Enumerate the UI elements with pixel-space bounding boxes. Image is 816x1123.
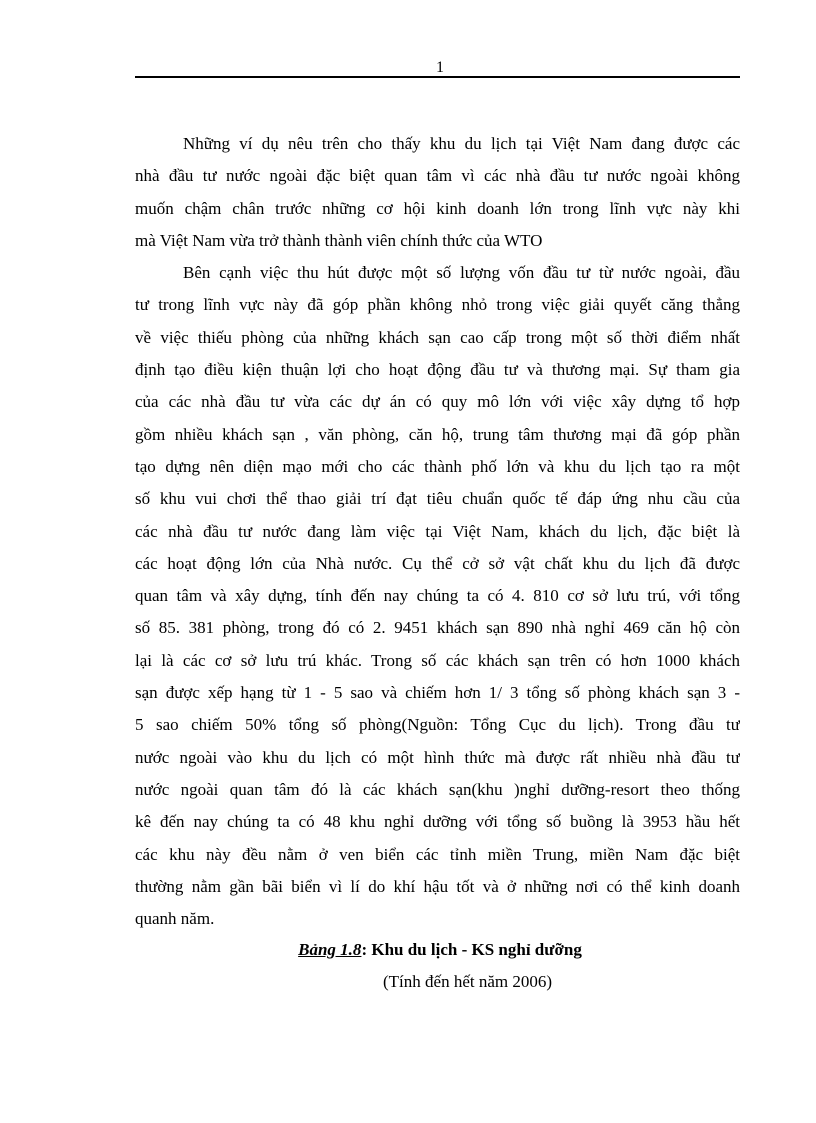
- text-line: của các nhà đầu tư vừa các dự án có quy mô lớn với việc xây dựng tổ hợp: [135, 392, 740, 412]
- text-line: thường nằm gần bãi biển vì lí do khí hậu tốt và ở những nơi có thể kinh doanh: [135, 876, 740, 896]
- text-line: các hoạt động lớn của Nhà nước. Cụ thể cở sở vật chất khu du lịch đã được: [135, 553, 740, 573]
- text-line: sạn được xếp hạng từ 1 - 5 sao và chiếm hơn 1/ 3 tổng số phòng khách sạn 3 -: [135, 683, 740, 703]
- text-line: Những ví dụ nêu trên cho thấy khu du lịch tại Việt Nam đang được các: [183, 134, 740, 153]
- text-line: số khu vui chơi thể thao giải trí đạt tiêu chuẩn quốc tế đáp ứng nhu cầu của: [135, 489, 740, 509]
- text-line: lại là các cơ sở lưu trú khác. Trong số các khách sạn trên có hơn 1000 khách: [135, 650, 740, 670]
- text-line: về việc thiếu phòng của những khách sạn cao cấp trong một số thời điểm nhất: [135, 327, 740, 347]
- body-text: [135, 128, 740, 935]
- text-line: định tạo điều kiện thuận lợi cho hoạt động đầu tư và thương mại. Sự tham gia: [135, 360, 740, 380]
- text-line: nước ngoài quan tâm đó là các khách sạn(khu )nghỉ dưỡng-resort theo thống: [135, 779, 740, 799]
- table-caption-label: Bảng 1.8: [298, 940, 362, 959]
- text-line: quan tâm và xây dựng, tính đến nay chúng ta có 4. 810 cơ sở lưu trú, với tổng: [135, 586, 740, 606]
- text-line: Bên cạnh việc thu hút được một số lượng vốn đầu tư từ nước ngoài, đầu: [183, 263, 740, 283]
- text-line: tạo dựng nên diện mạo mới cho các thành phố lớn và khu du lịch tạo ra một: [135, 456, 740, 476]
- page-number: 1: [436, 59, 444, 76]
- text-line: muốn chậm chân trước những cơ hội kinh doanh lớn trong lĩnh vực này khi: [135, 198, 740, 218]
- header-rule: [135, 76, 740, 78]
- text-line: tư trong lĩnh vực này đã góp phần không nhỏ trong việc giải quyết căng thẳng: [135, 295, 740, 315]
- text-line: nhà đầu tư nước ngoài đặc biệt quan tâm vì các nhà đầu tư nước ngoài không: [135, 166, 740, 186]
- text-line: kê đến nay chúng ta có 48 khu nghỉ dưỡng với tổng số buồng là 3953 hầu hết: [135, 812, 740, 832]
- text-line: 5 sao chiếm 50% tổng số phòng(Nguồn: Tổng Cục du lịch). Trong đầu tư: [135, 715, 740, 735]
- table-caption: [0, 938, 816, 962]
- text-line: các nhà đầu tư nước đang làm việc tại Việt Nam, khách du lịch, đặc biệt là: [135, 521, 740, 541]
- text-line: số 85. 381 phòng, trong đó có 2. 9451 khách sạn 890 nhà nghỉ 469 căn hộ còn: [135, 618, 740, 638]
- text-line: quanh năm.: [135, 909, 215, 929]
- table-caption-subtitle: (Tính đến hết năm 2006): [383, 972, 553, 991]
- text-line: mà Việt Nam vừa trở thành thành viên chính thức của WTO: [135, 230, 543, 250]
- text-line: gồm nhiều khách sạn , văn phòng, căn hộ, trung tâm thương mại đã góp phần: [135, 424, 740, 444]
- table-caption-text: : Khu du lịch - KS nghỉ dưỡng: [361, 940, 582, 959]
- text-line: nước ngoài vào khu du lịch có một hình thức mà được rất nhiều nhà đầu tư: [135, 747, 740, 767]
- paragraph-1: [135, 128, 740, 257]
- paragraph-2: [135, 257, 740, 935]
- text-line: các khu này đều nằm ở ven biển các tỉnh miền Trung, miền Nam đặc biệt: [135, 844, 740, 864]
